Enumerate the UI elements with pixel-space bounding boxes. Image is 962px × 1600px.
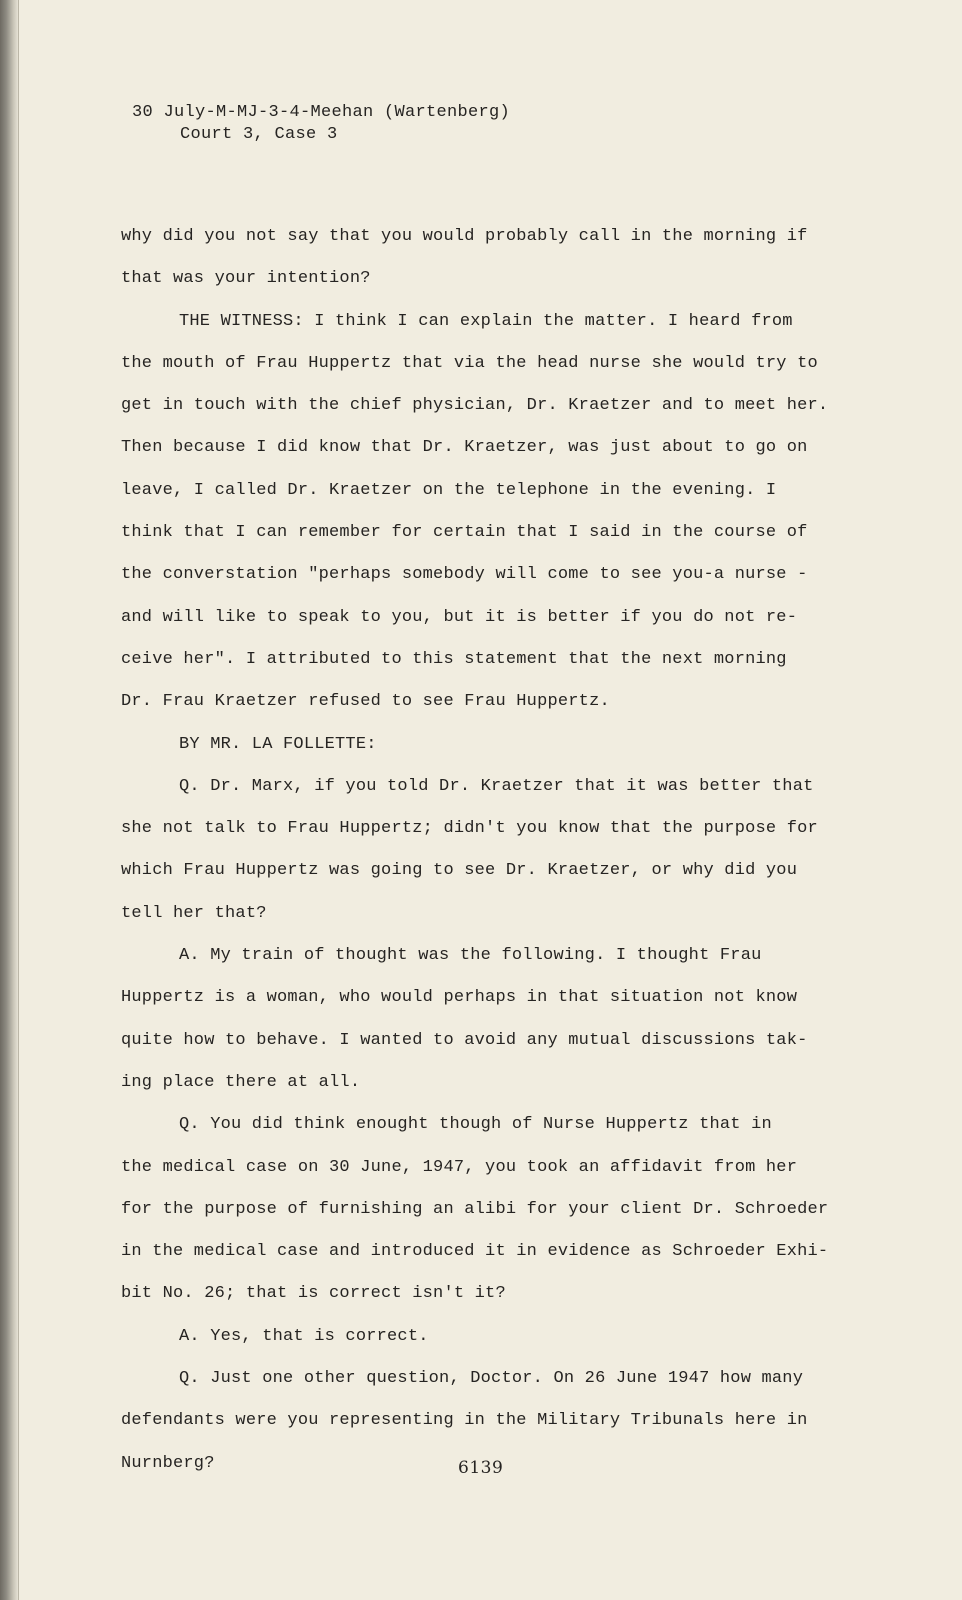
transcript-line: ing place there at all. — [121, 1072, 361, 1092]
transcript-line: the converstation "perhaps somebody will come to see you-a nurse - — [121, 565, 808, 585]
transcript-line: think that I can remember for certain that I said in the course of — [121, 523, 808, 543]
transcript-line: quite how to behave. I wanted to avoid any mutual discussions tak- — [121, 1030, 808, 1050]
transcript-line: in the medical case and introduced it in evidence as Schroeder Exhi- — [121, 1242, 829, 1262]
transcript-line: that was your intention? — [121, 269, 371, 289]
transcript-line: defendants were you representing in the Military Tribunals here in — [121, 1411, 808, 1431]
transcript-line: BY MR. LA FOLLETTE: — [179, 734, 377, 754]
transcript-line: ceive her". I attributed to this statement that the next morning — [121, 649, 787, 669]
transcript-line: leave, I called Dr. Kraetzer on the telephone in the evening. I — [121, 480, 777, 500]
transcript-line: Nurnberg? — [121, 1453, 215, 1473]
transcript-line: Q. Just one other question, Doctor. On 26 June 1947 how many — [179, 1369, 804, 1389]
transcript-line: Huppertz is a woman, who would perhaps in that situation not know — [121, 988, 798, 1008]
transcript-line: and will like to speak to you, but it is better if you do not re- — [121, 607, 798, 627]
header-court-line: Court 3, Case 3 — [180, 125, 338, 144]
transcript-body — [121, 226, 837, 1495]
transcript-line: tell her that? — [121, 903, 267, 923]
transcript-line: Dr. Frau Kraetzer refused to see Frau Huppertz. — [121, 692, 610, 712]
transcript-line: which Frau Huppertz was going to see Dr. Kraetzer, or why did you — [121, 861, 798, 881]
transcript-line: A. Yes, that is correct. — [179, 1326, 429, 1346]
transcript-line: the mouth of Frau Huppertz that via the head nurse she would try to — [121, 353, 818, 373]
document-header — [132, 102, 510, 146]
page-edge — [18, 0, 19, 1600]
binding-strip — [0, 0, 18, 1600]
transcript-line: get in touch with the chief physician, Dr. Kraetzer and to meet her. — [121, 396, 829, 416]
transcript-line: Q. Dr. Marx, if you told Dr. Kraetzer that it was better that — [179, 776, 814, 796]
transcript-line: she not talk to Frau Huppertz; didn't you know that the purpose for — [121, 819, 818, 839]
transcript-line: THE WITNESS: I think I can explain the matter. I heard from — [179, 311, 793, 331]
transcript-line: the medical case on 30 June, 1947, you took an affidavit from her — [121, 1157, 798, 1177]
transcript-line: why did you not say that you would probably call in the morning if — [121, 227, 808, 246]
transcript-line: for the purpose of furnishing an alibi for your client Dr. Schroeder — [121, 1199, 829, 1219]
transcript-line: Q. You did think enought though of Nurse Huppertz that in — [179, 1115, 772, 1135]
transcript-line: Then because I did know that Dr. Kraetzer, was just about to go on — [121, 438, 808, 458]
transcript-line: A. My train of thought was the following. I thought Frau — [179, 946, 762, 966]
transcript-line: bit No. 26; that is correct isn't it? — [121, 1284, 506, 1304]
header-session-line: 30 July-M-MJ-3-4-Meehan (Wartenberg) — [132, 103, 511, 122]
page-number: 6139 — [458, 1458, 504, 1478]
